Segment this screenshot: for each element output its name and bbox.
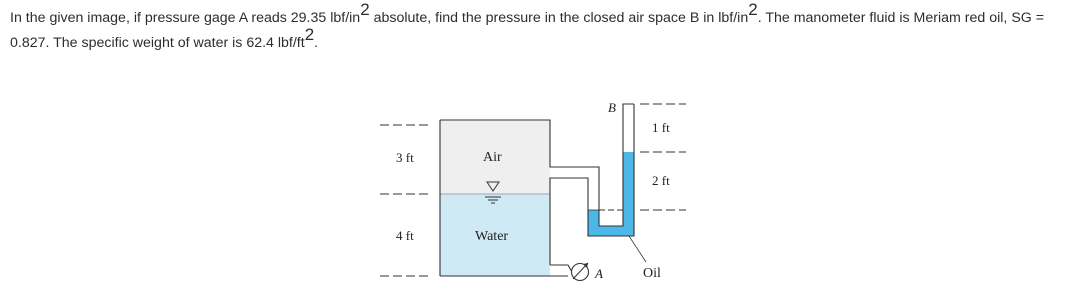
label-a: A bbox=[595, 266, 603, 281]
question-part-2: absolute, find the pressure in the closed air space B in lbf/in bbox=[369, 10, 749, 26]
question-part-3: . The manometer fluid is Meriam red oil, SG = 0.827. The specific weight of water is 62.4 lbf/ft bbox=[10, 10, 1045, 51]
superscript-2: 2 bbox=[748, 0, 758, 20]
bottom-pipe bbox=[550, 265, 572, 272]
label-b: B bbox=[608, 100, 616, 115]
tank-outline-lower bbox=[550, 178, 588, 265]
label-two-ft: 2 ft bbox=[652, 173, 670, 188]
superscript-3: 2 bbox=[304, 25, 315, 45]
oil-right-leg bbox=[623, 152, 634, 236]
label-water: Water bbox=[475, 229, 509, 244]
label-one-ft: 1 ft bbox=[652, 120, 670, 135]
label-oil: Oil bbox=[643, 266, 661, 281]
superscript-1: 2 bbox=[360, 0, 370, 20]
question-part-4: . bbox=[314, 35, 319, 51]
label-four-ft: 4 ft bbox=[396, 228, 414, 243]
oil-leader-line bbox=[629, 236, 646, 262]
label-three-ft: 3 ft bbox=[396, 150, 414, 165]
question-part-1: In the given image, if pressure gage A reads 29.35 lbf/in bbox=[10, 10, 361, 26]
label-air: Air bbox=[483, 150, 502, 165]
